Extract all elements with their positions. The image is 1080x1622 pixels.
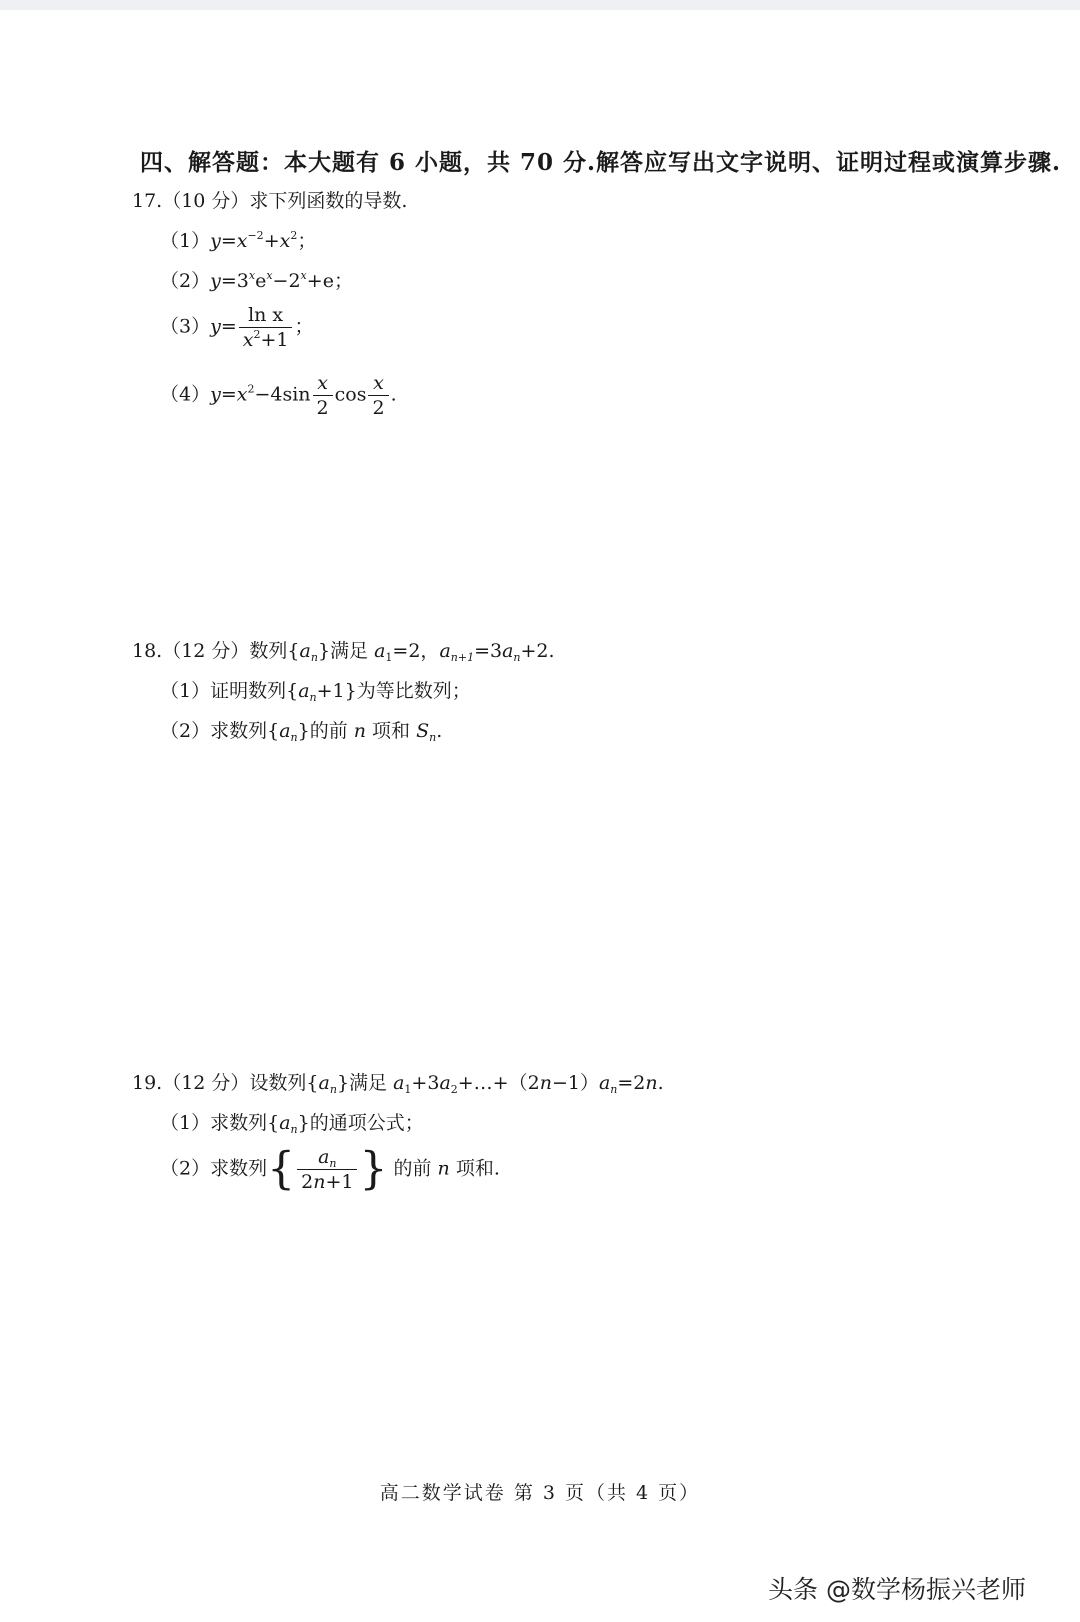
left-brace: {	[267, 1143, 296, 1195]
watermark: 头条 @数学杨振兴老师	[768, 1575, 1026, 1604]
op: =	[220, 230, 237, 252]
q19-part1	[160, 1108, 424, 1135]
q18-part2	[160, 716, 442, 743]
func: cos	[334, 383, 367, 406]
subscript: 1	[385, 651, 393, 664]
var: n	[437, 1157, 450, 1180]
fraction	[297, 1146, 357, 1193]
den-rest: +1	[260, 329, 289, 351]
num: 2	[288, 270, 301, 292]
fraction	[368, 372, 388, 419]
var: n	[645, 1072, 658, 1094]
exponent: x	[300, 269, 307, 282]
op: +	[306, 270, 323, 292]
denominator: 2	[368, 395, 388, 419]
text: }满足	[317, 640, 375, 662]
op: −	[272, 270, 289, 292]
var: y	[210, 383, 221, 406]
q18-stem	[132, 636, 555, 663]
part-label: （3）	[160, 315, 211, 338]
var: n	[539, 1072, 552, 1094]
var: a	[598, 1072, 611, 1094]
numerator	[314, 1146, 340, 1169]
part-label: （1）	[160, 230, 211, 252]
exponent: 2	[247, 382, 255, 396]
exponent: x	[266, 269, 273, 282]
var: y	[210, 270, 221, 292]
subscript: n+1	[450, 651, 475, 664]
text: =2，	[392, 640, 440, 662]
text: 项和	[366, 720, 417, 742]
exponent: 2	[253, 328, 261, 341]
var: x	[242, 329, 254, 351]
fraction	[239, 304, 293, 351]
op: +	[263, 230, 280, 252]
subscript: n	[290, 1123, 298, 1136]
var: a	[318, 1072, 330, 1094]
var: a	[502, 640, 514, 662]
var: a	[279, 720, 291, 742]
op: =	[220, 383, 237, 406]
numerator: x	[373, 372, 384, 394]
punct: ；	[294, 315, 314, 338]
part-label: （2）	[160, 270, 211, 292]
fraction	[313, 372, 333, 419]
text: 的前	[387, 1157, 438, 1180]
q17-part2	[160, 266, 353, 293]
text: .	[657, 1072, 664, 1094]
var: a	[393, 1072, 405, 1094]
text: −1）	[551, 1072, 599, 1094]
q17-stem: 17.（10 分）求下列函数的导数.	[132, 190, 408, 212]
var: y	[210, 230, 221, 252]
op: =	[220, 315, 237, 338]
var: a	[439, 1072, 451, 1094]
text: .	[436, 720, 443, 742]
subscript: n	[309, 691, 317, 704]
var: a	[279, 1112, 291, 1134]
section-heading: 四、解答题：本大题有 6 小题，共 70 分.解答应写出文字说明、证明过程或演算步骤.	[140, 149, 1062, 176]
exponent: 2	[290, 229, 298, 242]
page-footer: 高二数学试卷 第 3 页（共 4 页）	[379, 1482, 701, 1504]
var: a	[374, 640, 386, 662]
var: x	[236, 383, 248, 406]
var: x	[279, 230, 291, 252]
punct: ；	[297, 230, 317, 252]
text: +2.	[520, 640, 555, 662]
exponent: −2	[247, 229, 264, 242]
exponent: x	[248, 269, 256, 282]
numerator: x	[317, 372, 328, 394]
text: +1	[325, 1171, 354, 1193]
expr: −4sin	[254, 383, 311, 406]
text: +1}为等比数列；	[316, 680, 471, 702]
text: 19.（12 分）设数列{	[132, 1072, 319, 1094]
text: =3	[474, 640, 503, 662]
right-brace: }	[359, 1143, 388, 1195]
text: 18.（12 分）数列{	[132, 640, 300, 662]
q17-part3	[160, 304, 314, 351]
numerator: ln x	[248, 304, 284, 326]
text: }满足	[336, 1072, 394, 1094]
var: a	[318, 1146, 330, 1168]
q17-part4	[160, 372, 397, 419]
q17-part1	[160, 226, 316, 253]
var: a	[298, 680, 310, 702]
text: +…+（2	[457, 1072, 540, 1094]
subscript: 2	[450, 1083, 458, 1096]
text: （2）求数列	[160, 1157, 268, 1180]
op: =	[220, 270, 237, 292]
var: y	[210, 315, 221, 338]
var: n	[313, 1171, 326, 1193]
subscript: 1	[404, 1083, 412, 1096]
num: 2	[301, 1171, 314, 1193]
var: S	[416, 720, 430, 742]
part-label: （4）	[160, 383, 211, 406]
num: 3	[236, 270, 249, 292]
subscript: n	[513, 651, 521, 664]
denominator	[239, 327, 293, 351]
text: （1）证明数列{	[160, 680, 299, 702]
punct: ；	[333, 270, 353, 292]
var: x	[236, 230, 248, 252]
subscript: n	[329, 1157, 337, 1170]
subscript: n	[329, 1083, 337, 1096]
var: a	[439, 640, 451, 662]
subscript: n	[290, 731, 298, 744]
subscript: n	[429, 731, 437, 744]
q18-part1	[160, 676, 471, 703]
text: =2	[617, 1072, 646, 1094]
text: （1）求数列{	[160, 1112, 280, 1134]
subscript: n	[610, 1083, 618, 1096]
var: n	[353, 720, 366, 742]
punct: .	[390, 383, 397, 406]
var: a	[299, 640, 311, 662]
text: }的通项公式；	[297, 1112, 424, 1134]
q19-stem	[132, 1068, 664, 1095]
text: }的前	[297, 720, 354, 742]
text: （2）求数列{	[160, 720, 280, 742]
denominator: 2	[313, 395, 333, 419]
denominator	[297, 1169, 357, 1193]
const: e	[255, 270, 267, 292]
text: 项和.	[449, 1157, 500, 1180]
q19-part2	[160, 1143, 500, 1195]
subscript: n	[310, 651, 318, 664]
text: +3	[411, 1072, 440, 1094]
const: e	[322, 270, 334, 292]
